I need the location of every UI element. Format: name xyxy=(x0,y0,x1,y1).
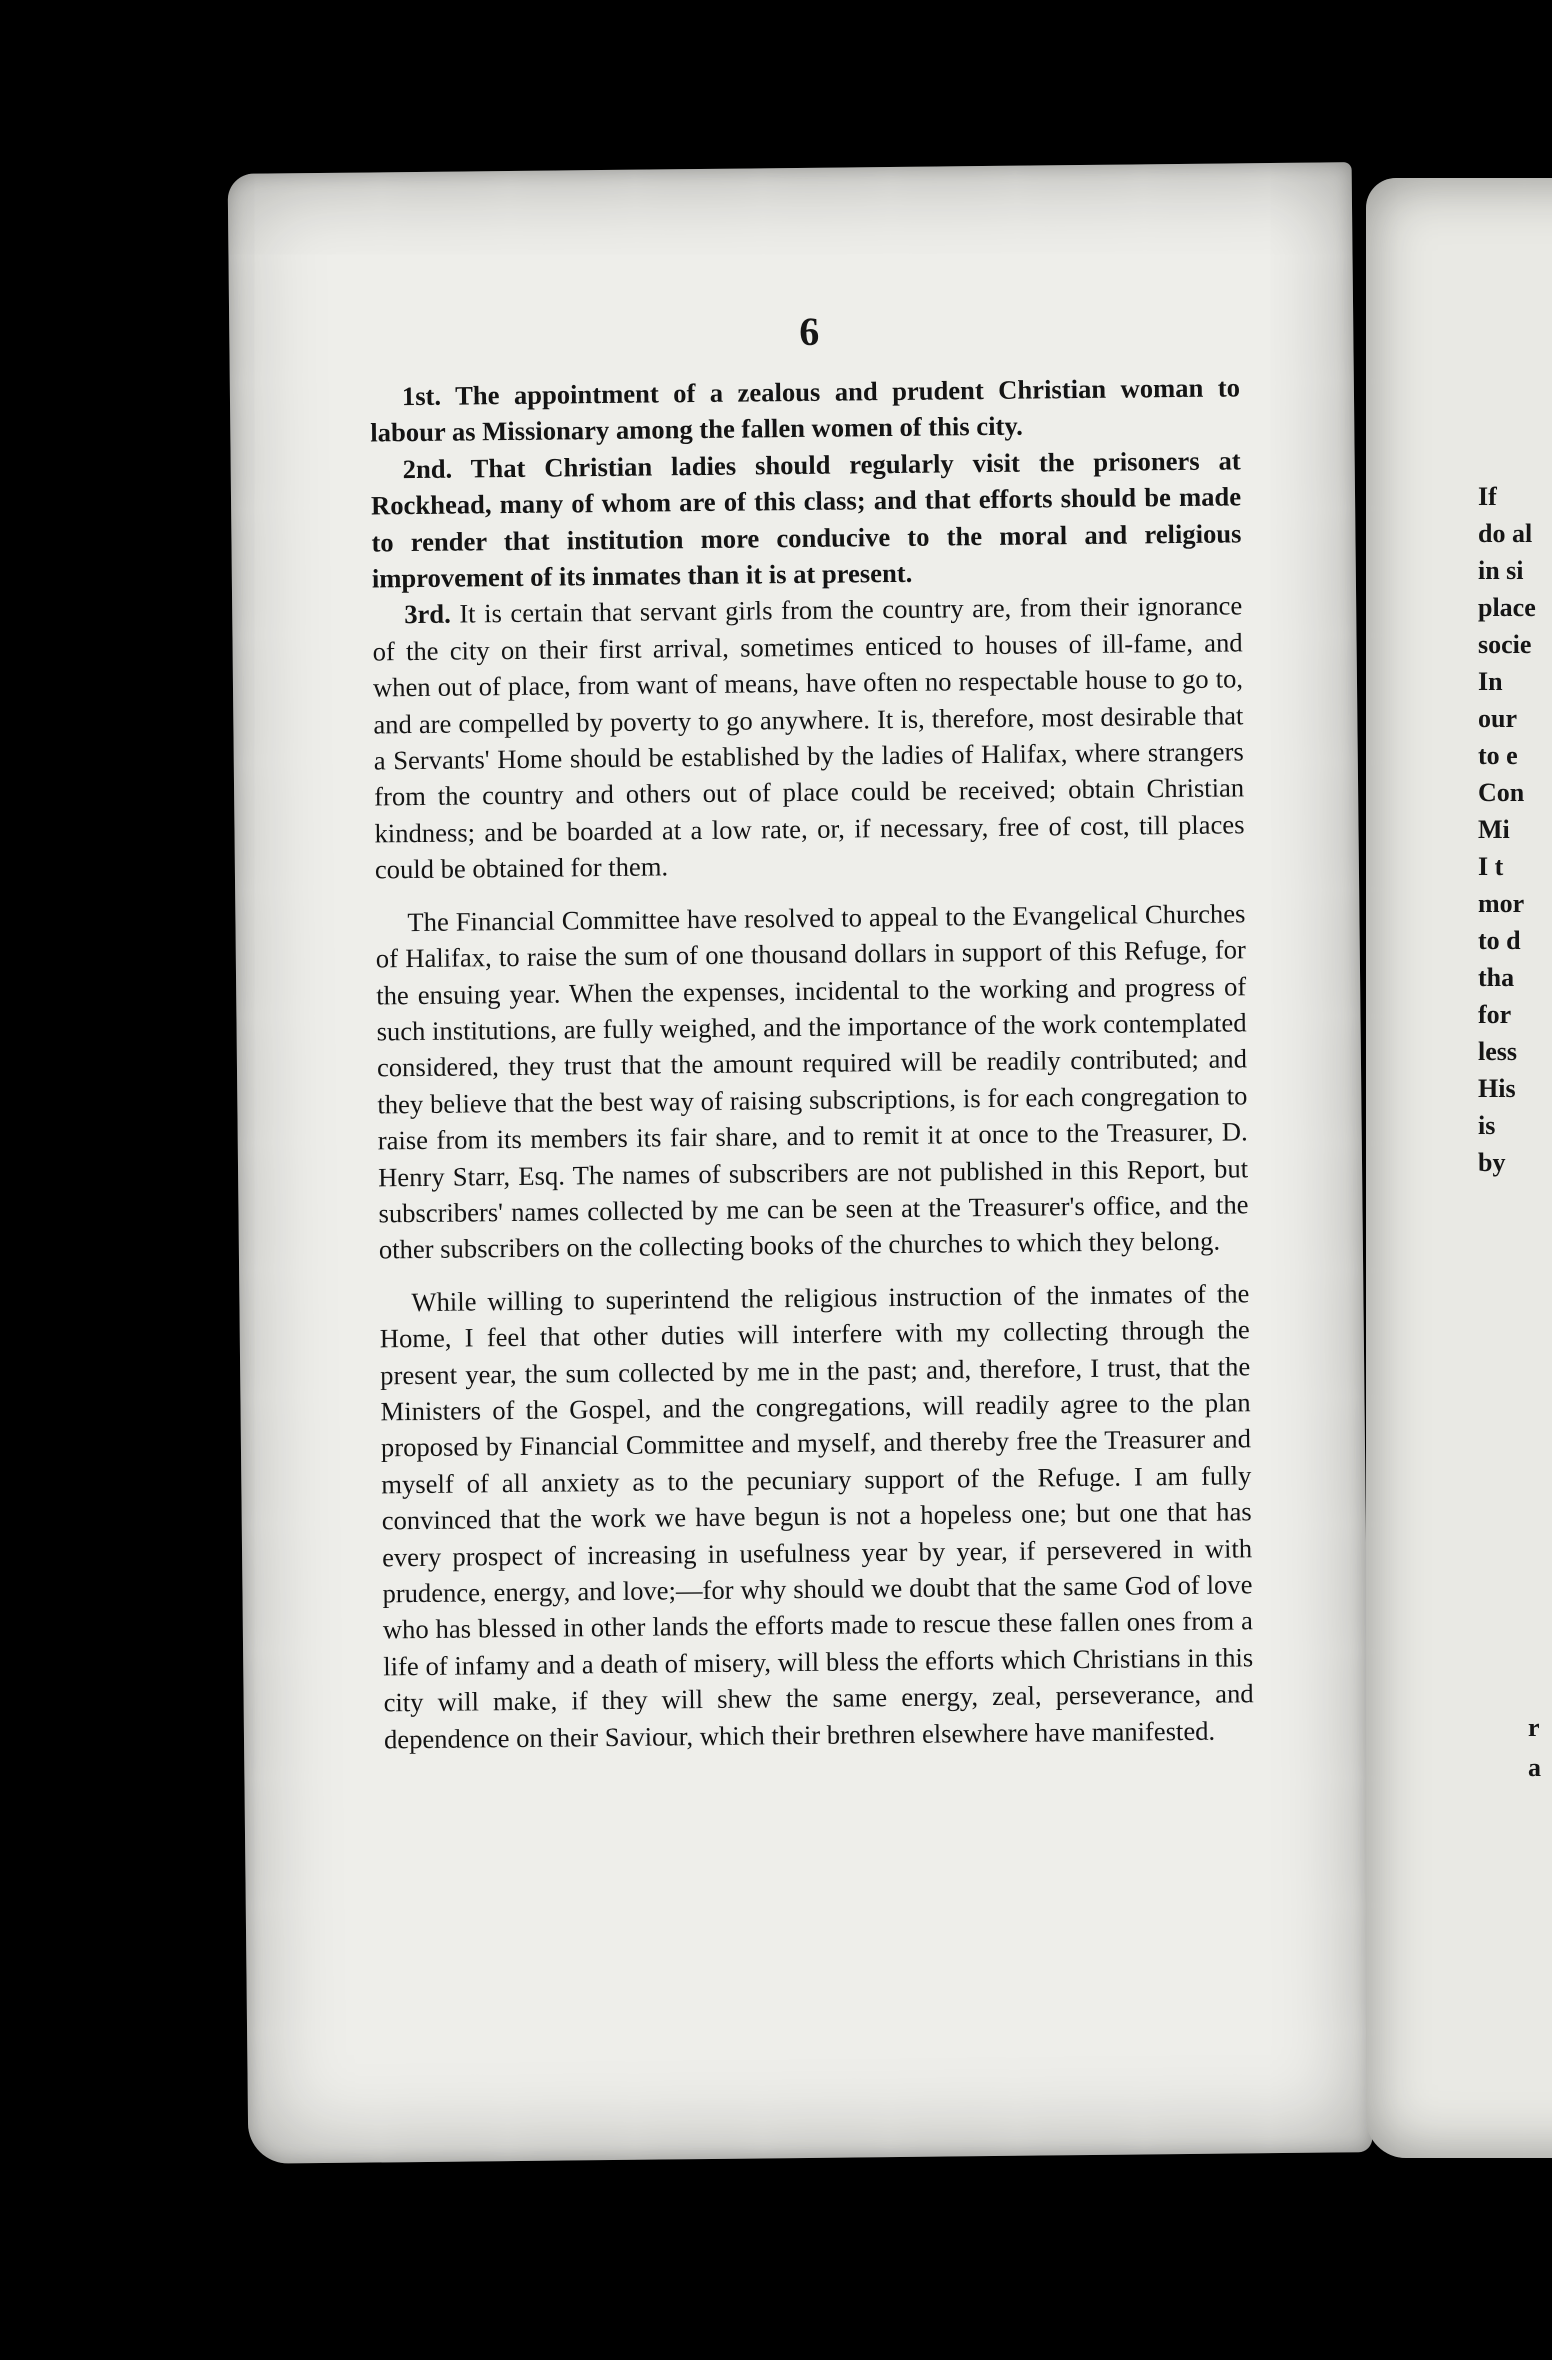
paragraph-first-proposal xyxy=(370,369,1241,451)
paragraph-third-proposal xyxy=(372,588,1245,888)
paragraph-text: It is certain that servant girls from the country are, from their ignorance of the city on their first arrival, sometimes enticed to houses of ill-fame, and when out of place, from want of means, have often no respectable house to go to, and are compelled by poverty to go anywhere. It is, therefore, most desirable that a Servants' Home should be established by the ladies of Halifax, where strangers from the country and others out of place could be received; obtain Christian kindness; and be boarded at a low rate, or, if necessary, free of cost, till places could be obtained for them. xyxy=(372,590,1245,885)
facing-page-fragments xyxy=(1478,478,1536,1181)
facing-fragment: our xyxy=(1478,704,1517,733)
paragraph-text: The appointment of a zealous and prudent Christian woman to labour as Missionary among the fallen women of this city. xyxy=(370,372,1241,448)
facing-fragment: socie xyxy=(1478,630,1532,659)
paragraph-closing-appeal xyxy=(379,1275,1254,1757)
facing-fragment: less xyxy=(1478,1037,1517,1066)
facing-fragment: I t xyxy=(1478,852,1504,881)
paragraph-text: While willing to superintend the religious instruction of the inmates of the Home, I feel that other duties will interfere with my collecting through the present year, the sum collected by me in the past; and, therefore, I trust, that the Ministers of the Gospel, and the congregations, will readily agree to the plan proposed by Financial Committee and myself, and thereby free the Treasurer and myself of all anxiety as to the pecuniary support of the Refuge. I am fully convinced that the work we have begun is not a hopeless one; but one that has every prospect of increasing in usefulness year by year, if persevered in with prudence, energy, and love;—for why should we doubt that the same God of love who has blessed in other lands the efforts made to rescue these fallen ones from a life of infamy and a death of misery, will bless the efforts which Christians in this city will make, if they will shew the same energy, zeal, perseverance, and dependence on their Saviour, which their brethren elsewhere have manifested. xyxy=(379,1278,1254,1755)
facing-fragment: mor xyxy=(1478,889,1525,918)
document-page xyxy=(228,162,1373,2164)
body-text xyxy=(370,369,1254,1757)
facing-fragment: by xyxy=(1478,1148,1506,1177)
paragraph-text: That Christian ladies should regularly visit the prisoners at Rockhead, many of whom are of this class; and that efforts should be made to render that institution more conducive to the moral and religious improvement of its inmates than it is at present. xyxy=(370,445,1242,594)
paragraph-text: The Financial Committee have resolved to appeal to the Evangelical Churches of Halifax, to raise the sum of one thousand dollars in support of this Refuge, for the ensuing year. When the expenses, incidental to the working and progress of such institutions, are fully weighed, and the importance of the work contemplated considered, they trust that the amount required will be readily contributed; and they believe that the best way of raising subscriptions, is for each congregation to raise from its members its fair share, and to remit it at once to the Treasurer, D. Henry Starr, Esq. The names of subscribers are not published in this Report, but subscribers' names collected by me can be seen at the Treasurer's office, and the other subscribers on the collecting books of the churches to which they belong. xyxy=(375,898,1249,1265)
facing-page-tail xyxy=(1528,1708,1541,1788)
facing-fragment: His xyxy=(1478,1074,1516,1103)
facing-fragment: do al xyxy=(1478,519,1533,548)
facing-fragment: tha xyxy=(1478,963,1515,992)
facing-fragment: a xyxy=(1528,1753,1541,1782)
facing-fragment: place xyxy=(1478,593,1536,622)
facing-fragment: to e xyxy=(1478,741,1518,770)
paragraph-lead: 2nd. xyxy=(402,453,453,484)
page-number: 6 xyxy=(799,308,820,354)
facing-fragment: If xyxy=(1478,482,1497,511)
facing-page xyxy=(1366,178,1552,2158)
paragraph-lead: 1st. xyxy=(401,380,442,412)
facing-fragment: In xyxy=(1478,667,1503,696)
facing-fragment: is xyxy=(1478,1111,1496,1140)
paragraph-lead: 3rd. xyxy=(404,599,451,630)
paragraph-financial-committee xyxy=(375,895,1249,1268)
facing-fragment: in si xyxy=(1478,556,1524,585)
facing-fragment: Con xyxy=(1478,778,1525,807)
facing-fragment: Mi xyxy=(1478,815,1510,844)
facing-fragment: for xyxy=(1478,1000,1512,1029)
paragraph-second-proposal xyxy=(371,442,1242,597)
facing-fragment: to d xyxy=(1478,926,1521,955)
facing-fragment: r xyxy=(1528,1713,1540,1742)
